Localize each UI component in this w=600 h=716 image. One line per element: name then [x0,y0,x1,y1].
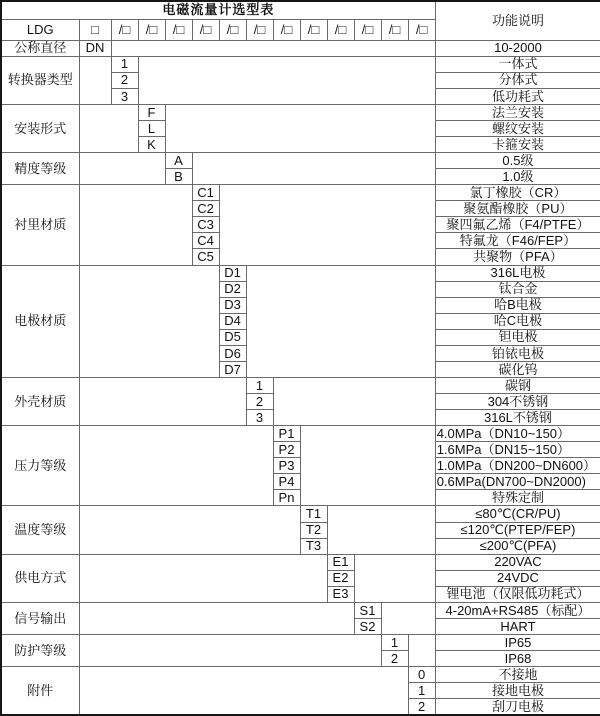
description-cell: 特殊定制 [435,490,600,506]
code-cell: S2 [354,618,381,634]
table-row [1,602,600,618]
model-code-slot: /□ [381,19,408,40]
description-cell: 不接地 [435,667,600,683]
description-cell: 锂电池（仅限低功耗式） [435,586,600,602]
code-cell: T1 [300,506,327,522]
table-row [1,1,600,19]
spacer-cell [79,506,300,554]
category-label: 安装形式 [1,104,79,152]
code-cell: A [165,153,192,169]
description-cell: 接地电极 [435,683,600,699]
table-row [1,104,600,120]
code-cell: E3 [327,586,354,602]
code-cell: S1 [354,602,381,618]
code-cell: F [138,104,165,120]
code-cell: D3 [219,297,246,313]
code-cell: B [165,169,192,185]
category-label: 外壳材质 [1,377,79,425]
code-cell: 1 [381,634,408,650]
description-cell: 24VDC [435,570,600,586]
description-cell: 特氟龙（F46/FEP） [435,233,600,249]
function-description-header: 功能说明 [435,1,600,40]
model-code-slot: /□ [219,19,246,40]
code-cell: 1 [246,377,273,393]
description-cell: 螺纹安装 [435,120,600,136]
code-cell: E2 [327,570,354,586]
description-cell: 钽电极 [435,329,600,345]
table-row [1,153,600,169]
description-cell: 钛合金 [435,281,600,297]
description-cell: 1.6MPa（DN15~150） [435,442,600,458]
category-label: 温度等级 [1,506,79,554]
spacer-cell [300,426,435,506]
page-title: 电磁流量计选型表 [1,1,435,19]
code-cell: D1 [219,265,246,281]
code-cell: D7 [219,361,246,377]
category-label: 附件 [1,667,79,715]
spacer-cell [79,265,219,377]
table-row [1,56,600,72]
category-label: 防护等级 [1,634,79,666]
table-row [1,667,600,683]
description-cell: HART [435,618,600,634]
category-label: 电极材质 [1,265,79,377]
description-cell: 碳钢 [435,377,600,393]
code-cell: T3 [300,538,327,554]
model-code-slot: /□ [300,19,327,40]
code-cell: D2 [219,281,246,297]
category-label: 供电方式 [1,554,79,602]
description-cell: 法兰安装 [435,104,600,120]
table-row [1,634,600,650]
category-label: 转换器类型 [1,56,79,104]
description-cell: 低功耗式 [435,88,600,104]
table-row [1,377,600,393]
spacer-cell [79,377,246,425]
table-row [1,506,600,522]
model-code-slot: /□ [354,19,381,40]
code-cell: C1 [192,185,219,201]
spacer-cell [79,634,381,666]
code-cell: 2 [381,651,408,667]
code-cell: C3 [192,217,219,233]
code-cell: C2 [192,201,219,217]
spacer-cell [327,506,435,554]
spacer-cell [408,634,435,666]
spacer-cell [381,602,435,634]
description-cell: 316L不锈钢 [435,410,600,426]
description-cell: 氯丁橡胶（CR） [435,185,600,201]
description-cell: 220VAC [435,554,600,570]
code-cell: 3 [111,88,138,104]
code-cell: D6 [219,345,246,361]
description-cell: 1.0级 [435,169,600,185]
description-cell: 一体式 [435,56,600,72]
spacer-cell [138,56,435,104]
spacer-cell [79,554,327,602]
model-code-slot: /□ [327,19,354,40]
category-label: 公称直径 [1,40,79,56]
spacer-cell [79,602,354,634]
code-cell: 2 [111,72,138,88]
code-cell: 3 [246,410,273,426]
code-cell: D5 [219,329,246,345]
description-cell: ≤80℃(CR/PU) [435,506,600,522]
description-cell: 316L电极 [435,265,600,281]
spacer-cell [79,667,408,715]
description-cell: ≤120℃(PTEP/FEP) [435,522,600,538]
spacer-cell [165,104,435,152]
code-cell: Pn [273,490,300,506]
code-cell: P1 [273,426,300,442]
description-cell: 碳化钨 [435,361,600,377]
code-cell: 2 [408,699,435,715]
description-cell: IP65 [435,634,600,650]
code-cell: 2 [246,394,273,410]
code-cell: P2 [273,442,300,458]
description-cell: 哈B电极 [435,297,600,313]
table-row [1,185,600,201]
code-cell: 0 [408,667,435,683]
description-cell: 聚氨酯橡胶（PU） [435,201,600,217]
category-label: 衬里材质 [1,185,79,265]
code-cell: 1 [111,56,138,72]
description-cell: 刮刀电极 [435,699,600,715]
table-row [1,40,600,56]
table-row [1,554,600,570]
spacer-cell [79,426,273,506]
spacer-cell [219,185,435,265]
description-cell: 304不锈钢 [435,394,600,410]
description-cell: 0.5级 [435,153,600,169]
code-cell: DN [79,40,111,56]
model-code-slot: /□ [111,19,138,40]
spacer-cell [79,153,165,185]
description-cell: 1.0MPa（DN200~DN600） [435,458,600,474]
description-cell: 4-20mA+RS485（标配） [435,602,600,618]
model-prefix: LDG [1,19,79,40]
category-label: 精度等级 [1,153,79,185]
code-cell: P4 [273,474,300,490]
spacer-cell [79,56,111,104]
spacer-cell [354,554,435,602]
model-code-slot: /□ [408,19,435,40]
code-cell: C5 [192,249,219,265]
spacer-cell [111,40,435,56]
code-cell: L [138,120,165,136]
description-cell: IP68 [435,651,600,667]
table-row [1,265,600,281]
description-cell: 哈C电极 [435,313,600,329]
code-cell: K [138,137,165,153]
description-cell: 铂铱电极 [435,345,600,361]
model-code-slot: /□ [273,19,300,40]
description-cell: 4.0MPa（DN10~150） [435,426,600,442]
category-label: 信号输出 [1,602,79,634]
code-cell: T2 [300,522,327,538]
code-cell: 1 [408,683,435,699]
description-cell: 卡箍安装 [435,137,600,153]
code-cell: D4 [219,313,246,329]
spacer-cell [192,153,435,185]
spacer-cell [273,377,435,425]
code-cell: C4 [192,233,219,249]
model-code-box: □ [79,19,111,40]
description-cell: 0.6MPa(DN700~DN2000) [435,474,600,490]
code-cell: P3 [273,458,300,474]
description-cell: 聚四氟乙烯（F4/PTFE） [435,217,600,233]
code-cell: E1 [327,554,354,570]
table-row [1,426,600,442]
description-cell: 共聚物（PFA） [435,249,600,265]
description-cell: 10-2000 [435,40,600,56]
description-cell: 分体式 [435,72,600,88]
spacer-cell [79,185,192,265]
spacer-cell [79,104,138,152]
model-code-slot: /□ [246,19,273,40]
model-code-slot: /□ [165,19,192,40]
spacer-cell [246,265,435,377]
model-code-slot: /□ [192,19,219,40]
category-label: 压力等级 [1,426,79,506]
model-code-slot: /□ [138,19,165,40]
description-cell: ≤200℃(PFA) [435,538,600,554]
